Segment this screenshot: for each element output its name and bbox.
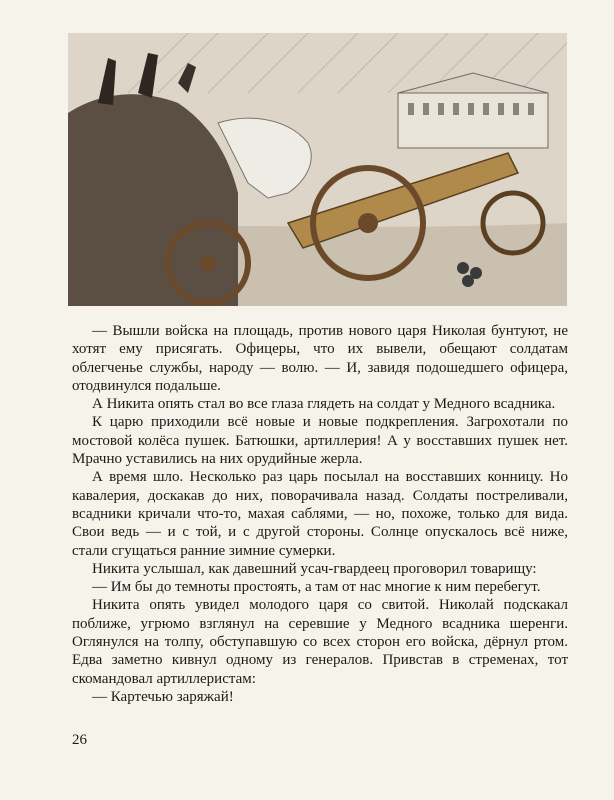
page-number: 26 <box>72 732 87 748</box>
paragraph: — Вышли войска на площадь, против нового царя Николая бунтуют, не хотят ему присягать. Офицеры, что их вывели, обещают солдатам облегченье службы, народу — волю. — И, завидя подошедшего офицера, отодвинулся подальше. <box>72 323 568 394</box>
page-text <box>72 322 568 706</box>
paragraph: К царю приходили всё новые и новые подкрепления. Загрохотали по мостовой колёса пушек. Батюшки, артиллерия! А у восставших пушек нет. Мрачно уставились на них орудийные жерла. <box>72 414 568 468</box>
paragraph: Никита услышал, как давешний усач-гвардеец проговорил товарищу: <box>92 560 537 577</box>
paragraph: Никита опять увидел молодого царя со свитой. Николай подскакал поближе, угрюмо взглянул на серевшие у Медного всадника шеренги. Оглянулся на толпу, обступавшую со всех сторон его войска, дёрнул ртом. Едва заметно кивнул одному из генералов. Привстав в стременах, тот скомандовал артиллеристам: <box>72 597 568 687</box>
paragraph: — Им бы до темноты простоять, а там от нас многие к ним перебегут. <box>92 579 541 596</box>
paragraph: А Никита опять стал во все глаза глядеть на солдат у Медного всадника. <box>92 396 556 413</box>
illustration-drawing <box>68 33 567 306</box>
paragraph: — Картечью заряжай! <box>92 688 234 705</box>
paragraph: А время шло. Несколько раз царь посылал на восставших конницу. Но кавалерия, доскакав до них, поворачивала назад. Солдаты постреливали, всадники кричали что-то, махая саблями, — но, похоже, только для вида. Свои ведь — и с той, и с другой стороны. Солнце опускалось всё ниже, стали сгущаться ранние зимние сумерки. <box>72 469 568 559</box>
illustration-cannons-senate-square <box>68 33 567 306</box>
